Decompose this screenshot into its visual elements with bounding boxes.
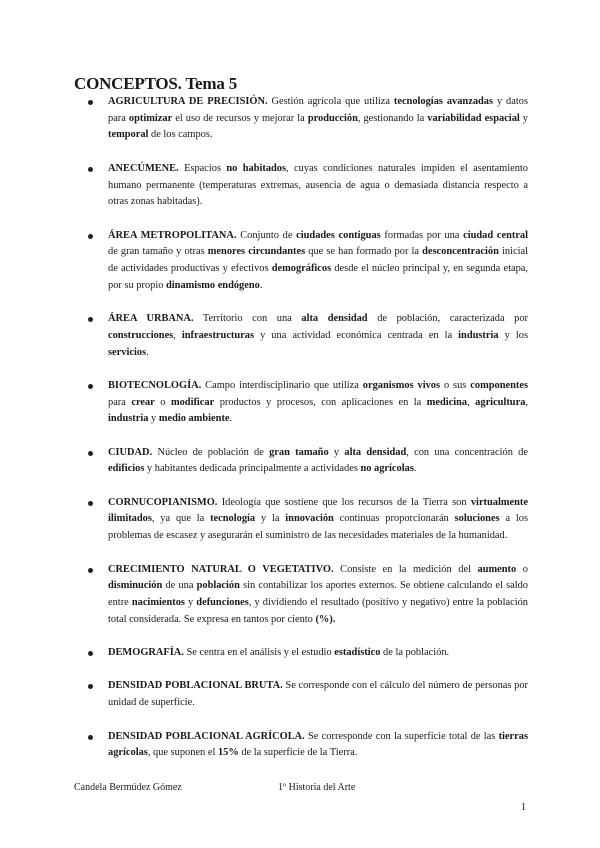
term-text: Consiste en la medición del [333,563,478,575]
term-emphasis: desconcentración [422,246,499,258]
term-emphasis: BIOTECNOLOGÍA. [108,379,202,391]
term-text: . [146,346,149,358]
term-emphasis: edificios [108,463,145,475]
term-text: o [516,563,528,575]
bullet-icon [88,167,93,172]
term-emphasis: población [196,580,240,592]
term-text: Gestión agrícola que utiliza [267,96,394,107]
term-emphasis: demográficos [271,263,332,274]
term-emphasis: defunciones [196,596,249,608]
term-text: de la superficie de la Tierra. [238,747,358,759]
term-text: el uso de recursos y mejorar la [172,112,308,124]
term-emphasis: DENSIDAD POBLACIONAL AGRÍCOLA. [108,730,305,742]
term-emphasis: industria [108,413,149,425]
term-emphasis: no habitados [226,162,287,174]
term-text: de la población. [380,647,450,659]
term-emphasis: construcciones [108,329,174,341]
term-text: y [148,413,159,425]
term-emphasis: soluciones [454,513,500,525]
term-text: , que suponen el [147,747,218,759]
term-emphasis: estadístico [334,647,381,659]
term-text: , [467,396,476,408]
bullet-icon [88,100,93,105]
term-emphasis: AGRICULTURA DE PRECISIÓN. [108,96,268,107]
term-text: Territorio con una [193,313,302,325]
term-text: continuas proporcionarán [333,513,455,525]
term-text: , [173,329,182,341]
term-emphasis: temporal [108,129,149,141]
term-emphasis: servicios [108,346,147,358]
term-emphasis: organismos vivos [362,379,441,391]
term-text: . [413,463,417,475]
term-text: y [328,446,345,458]
term-text: . [259,279,263,291]
bullet-icon [88,317,93,322]
term-emphasis: 15% [217,747,239,759]
bullet-icon [88,651,93,656]
term-emphasis: CIUDAD. [108,446,153,458]
bullet-icon [88,684,93,689]
term-text: desde el núcleo principal y, en segunda etapa, por su propio [108,263,528,291]
term-emphasis: ANECÚMENE. [108,162,179,174]
footer-course: 1º Historia del Arte [278,782,356,793]
term-emphasis: no agrícolas [360,463,414,475]
bullet-icon [88,234,93,239]
term-text: Ideología que sostiene que los recursos de la Tierra son [217,496,471,508]
term-text: productos y procesos, con aplicaciones en la [214,396,427,408]
term-text: para [108,396,132,408]
term-emphasis: componentes [470,379,528,391]
term-emphasis: aumento [477,563,517,575]
term-text: , con una concentración de [406,446,528,458]
term-text: sin contabilizar los aportes externos. Se obtiene calculando el saldo entre [108,580,528,608]
term-emphasis: crear [131,396,155,408]
term-text: . [229,413,233,425]
term-text: y los [498,329,528,341]
term-text: Campo interdisciplinario que utiliza [201,379,363,391]
page-number: 1 [521,802,526,813]
term-emphasis: optimizar [128,112,173,124]
term-text: a los problemas de escasez y asegurarán el suministro de las necesidades materiales de la humanidad. [108,513,529,542]
term-emphasis: infraestructuras [181,329,255,341]
term-text: y una actividad económica centrada en la [254,329,459,341]
term-text: de los campos. [148,129,213,141]
term-emphasis: nacimientos [131,596,185,608]
term-text: inicial de actividades productivas y efectivos [108,246,528,274]
bullet-icon [88,501,93,506]
term-emphasis: menores circundantes [207,246,306,258]
term-text: y habitantes dedicada principalmente a actividades [144,463,361,475]
term-emphasis: agricultura [475,396,526,408]
concept-item [88,378,528,428]
term-text: Conjunto de [236,229,297,241]
term-text: de una [162,580,197,592]
term-emphasis: ÁREA METROPOLITANA. [108,229,237,241]
term-text: , ya que la [151,513,211,525]
term-text: Núcleo de población de [152,446,270,458]
concept-item [88,445,528,478]
term-emphasis: tecnologías avanzadas [393,96,494,107]
concept-item [88,562,528,629]
term-emphasis: gran tamaño [269,446,329,458]
term-emphasis: tierras agrícolas [108,730,528,759]
concept-item [88,94,528,144]
concept-item [88,161,528,211]
term-text: o sus [440,379,471,391]
bullet-icon [88,384,93,389]
term-emphasis: DENSIDAD POBLACIONAL BRUTA. [108,680,283,692]
term-emphasis: disminución [108,580,163,592]
term-emphasis: DEMOGRAFÍA. [108,647,184,659]
term-emphasis: ciudad central [463,229,529,241]
bullet-icon [88,735,93,740]
term-emphasis: virtualmente ilimitados [108,496,528,525]
concept-list [88,94,528,779]
term-text: y [184,596,197,608]
term-emphasis: alta densidad [344,446,407,458]
term-emphasis: variabilidad espacial [427,112,520,124]
term-text: , [525,396,528,408]
bullet-icon [88,568,93,573]
term-text: y datos para [108,96,528,124]
concept-item [88,645,528,662]
term-emphasis: dinamismo endógeno [166,279,260,291]
page-title: CONCEPTOS. Tema 5 [74,74,238,93]
term-emphasis: producción [307,112,358,124]
term-text: , y dividiendo el resultado (positivo y negativo) entre la población total considerada. Se expresa en tantos por ciento [108,596,528,625]
term-emphasis: modificar [170,396,215,408]
concept-item [88,495,528,545]
term-text: que se han formado por la [305,246,423,258]
concept-item [88,729,528,762]
term-text: Espacios [178,162,227,174]
term-emphasis: ciudades contiguas [296,229,381,241]
term-text: Se corresponde con el cálculo del número de personas por unidad de superficie. [108,680,529,709]
term-text: de gran tamaño y otras [108,246,208,258]
footer-author: Candela Bermúdez Gómez [74,782,182,793]
term-text: y la [255,513,286,525]
term-text: de población, caracterizada por [367,313,528,325]
term-text: o [154,396,171,408]
term-emphasis: (%). [315,613,336,625]
concept-item [88,311,528,361]
term-emphasis: innovación [285,513,334,525]
term-text: formadas por una [380,229,464,241]
term-text: , gestionando la [357,112,428,124]
bullet-icon [88,451,93,456]
term-text: y [519,112,529,124]
term-emphasis: tecnología [210,513,256,525]
term-emphasis: CRECIMIENTO NATURAL O VEGETATIVO. [108,563,334,575]
term-emphasis: medicina [426,396,468,408]
term-emphasis: medio ambiente [158,413,230,425]
term-text: Se corresponde con la superficie total de las [304,730,499,742]
term-emphasis: alta densidad [301,313,368,325]
concept-item [88,678,528,711]
term-emphasis: industria [458,329,499,341]
term-emphasis: ÁREA URBANA. [108,313,194,325]
term-emphasis: CORNUCOPIANISMO. [108,496,218,508]
term-text: Se centra en el análisis y el estudio [183,647,335,659]
term-text: , cuyas condiciones naturales impiden el asentamiento humano permanente (temperaturas extremas, ausencia de agua o demasiada distancia respecto a otras zonas habitadas). [108,162,528,208]
concept-item [88,228,528,295]
